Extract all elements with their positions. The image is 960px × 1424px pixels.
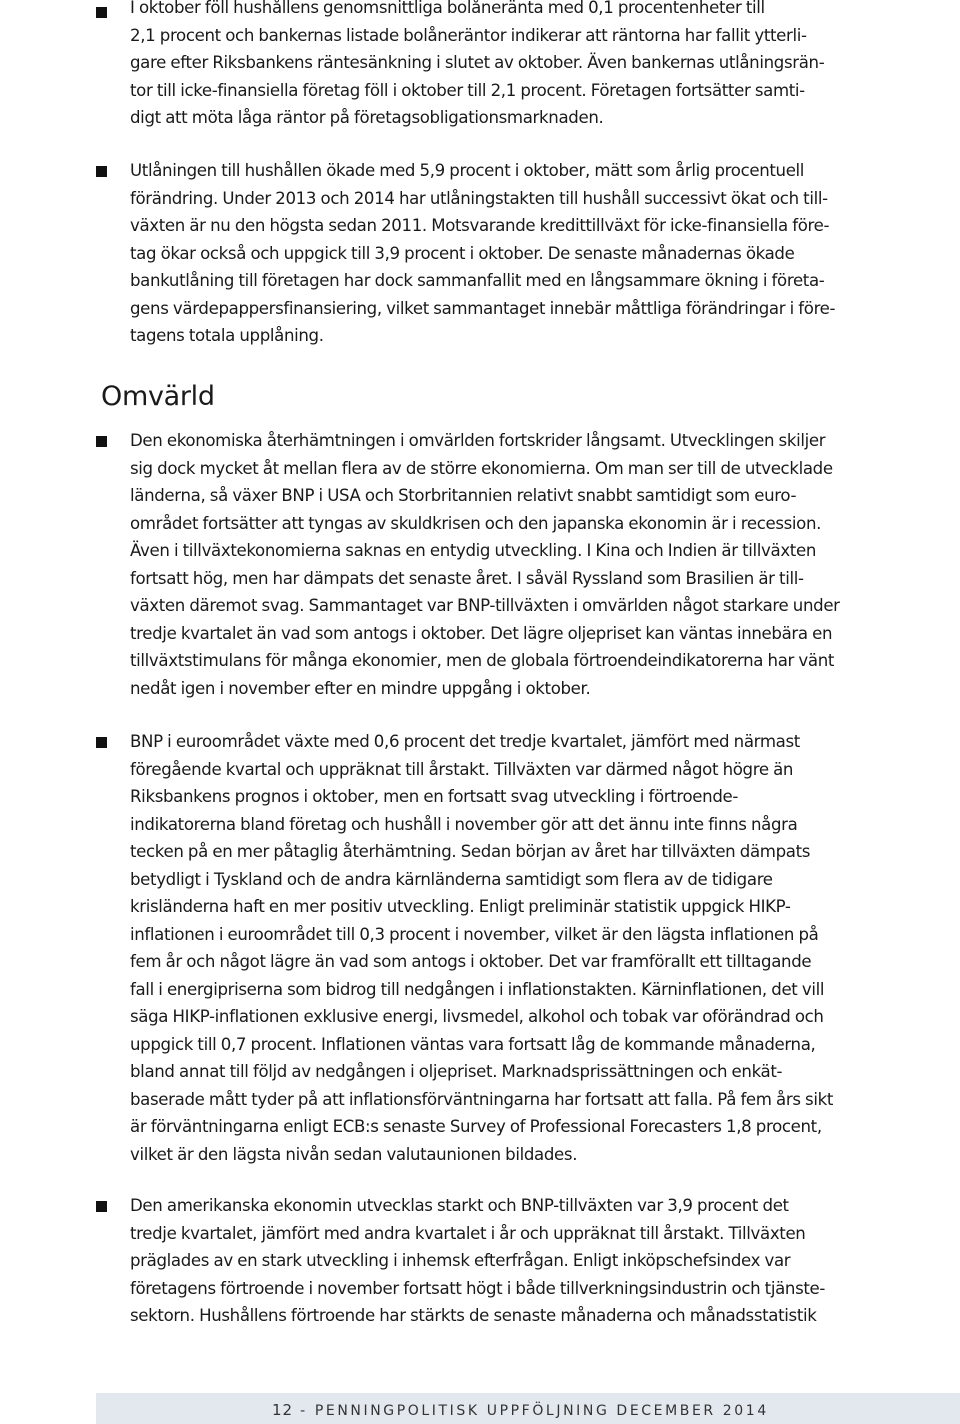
text-line: gare efter Riksbankens räntesänkning i slutet av oktober. Även bankernas utlåningsrän- xyxy=(130,53,825,72)
bullet-square-icon xyxy=(96,7,107,18)
text-line: länderna, så växer BNP i USA och Storbritannien relativt snabbt samtidigt som euro- xyxy=(130,486,797,505)
text-line: präglades av en stark utveckling i inhemsk efterfrågan. Enligt inköpschefsindex var xyxy=(130,1251,791,1270)
text-line: betydligt i Tyskland och de andra kärnländerna samtidigt som flera av de tidigare xyxy=(130,869,773,889)
bullet-text xyxy=(130,0,866,132)
text-line: området fortsätter att tyngas av skuldkrisen och den japanska ekonomin är i recession. xyxy=(130,513,822,533)
text-line: är förväntningarna enligt ECB:s senaste Survey of Professional Forecasters 1,8 procent, xyxy=(130,1117,822,1136)
text-line: tor till icke-finansiella företag föll i oktober till 2,1 procent. Företagen fortsätter samti- xyxy=(130,80,805,100)
page-number: 12 xyxy=(272,1401,294,1419)
text-line: tillväxtstimulans för många ekonomier, men de globala förtroendeindikatorerna har vänt xyxy=(130,651,835,670)
text-line: Den ekonomiska återhämtningen i omvärlden fortskrider långsamt. Utvecklingen skiljer xyxy=(130,431,826,450)
bullet-square-icon xyxy=(96,1201,107,1212)
text-line: sektorn. Hushållens förtroende har stärkts de senaste månaderna och månadsstatistik xyxy=(130,1306,817,1325)
bullet-text xyxy=(130,728,866,1168)
text-line: bankutlåning till företagen har dock sammanfallit med en långsammare ökning i företa- xyxy=(130,271,825,290)
bullet-text xyxy=(130,427,866,702)
text-line: fall i energipriserna som bidrog till nedgången i inflationstakten. Kärninflationen, det vill xyxy=(130,979,825,999)
bullet-text xyxy=(130,1192,866,1330)
publication-title: PENNINGPOLITISK UPPFÖLJNING DECEMBER 2014 xyxy=(314,1403,769,1419)
text-line: tecken på en mer påtaglig återhämtning. Sedan början av året har tillväxten dämpats xyxy=(130,842,811,861)
text-line: indikatorerna bland företag och hushåll i november gör att det ännu inte finns några xyxy=(130,814,798,834)
text-line: Även i tillväxtekonomierna saknas en entydig utveckling. I Kina och Indien är tillväxten xyxy=(130,541,816,560)
text-line: växten är nu den högsta sedan 2011. Motsvarande kredittillväxt för icke-finansiella före- xyxy=(130,216,830,235)
page-footer xyxy=(272,1400,769,1421)
bullet-paragraph xyxy=(96,427,866,702)
bullet-paragraph xyxy=(96,1192,866,1330)
text-line: företagens förtroende i november fortsatt högt i både tillverkningsindustrin och tjänste- xyxy=(130,1278,826,1298)
text-line: sig dock mycket åt mellan flera av de större ekonomierna. Om man ser till de utvecklade xyxy=(130,458,833,478)
text-line: säga HIKP-inflationen exklusive energi, livsmedel, alkohol och tobak var oförändrad och xyxy=(130,1007,824,1026)
text-line: föregående kvartal och uppräknat till årstakt. Tillväxten var därmed något högre än xyxy=(130,759,794,779)
text-line: tredje kvartalet, jämfört med andra kvartalet i år och uppräknat till årstakt. Tillväxten xyxy=(130,1223,806,1243)
text-line: 2,1 procent och bankernas listade bolåneräntor indikerar att räntorna har fallit ytterli- xyxy=(130,25,807,45)
text-line: förändring. Under 2013 och 2014 har utlåningstakten till hushåll successivt ökat och till- xyxy=(130,188,828,208)
text-line: inflationen i euroområdet till 0,3 procent i november, vilket är den lägsta inflationen på xyxy=(130,924,819,944)
bullet-square-icon xyxy=(96,166,107,177)
bullet-text xyxy=(130,157,866,350)
text-line: fem år och något lägre än vad som antogs i oktober. Det var framförallt ett tilltagande xyxy=(130,952,812,971)
text-line: fortsatt hög, men har dämpats det senaste året. I såväl Ryssland som Brasilien är till- xyxy=(130,568,804,588)
text-line: tagens totala upplåning. xyxy=(130,326,324,345)
text-line: Den amerikanska ekonomin utvecklas starkt och BNP-tillväxten var 3,9 procent det xyxy=(130,1196,789,1215)
bullet-paragraph xyxy=(96,728,866,1168)
text-line: gens värdepappersfinansiering, vilket sammantaget innebär måttliga förändringar i före- xyxy=(130,298,836,318)
text-line: uppgick till 0,7 procent. Inflationen väntas vara fortsatt låg de kommande månaderna, xyxy=(130,1034,816,1054)
text-line: tredje kvartalet än vad som antogs i oktober. Det lägre oljepriset kan väntas innebära en xyxy=(130,623,833,643)
text-line: nedåt igen i november efter en mindre uppgång i oktober. xyxy=(130,678,591,698)
footer-separator: - xyxy=(293,1403,315,1419)
text-line: växten däremot svag. Sammantaget var BNP-tillväxten i omvärlden något starkare under xyxy=(130,596,840,615)
text-line: krisländerna haft en mer positiv utveckling. Enligt preliminär statistik uppgick HIKP- xyxy=(130,897,791,916)
text-line: Riksbankens prognos i oktober, men en fortsatt svag utveckling i förtroende- xyxy=(130,787,738,806)
bullet-paragraph xyxy=(96,0,866,132)
bullet-square-icon xyxy=(96,737,107,748)
text-line: Utlåningen till hushållen ökade med 5,9 procent i oktober, mätt som årlig procentuell xyxy=(130,161,805,180)
text-line: vilket är den lägsta nivån sedan valutaunionen bildades. xyxy=(130,1144,578,1164)
section-heading: Omvärld xyxy=(101,381,215,412)
text-line: I oktober föll hushållens genomsnittliga bolåneränta med 0,1 procentenheter till xyxy=(130,0,765,17)
text-line: digt att möta låga räntor på företagsobligationsmarknaden. xyxy=(130,108,604,127)
text-line: BNP i euroområdet växte med 0,6 procent det tredje kvartalet, jämfört med närmast xyxy=(130,732,800,751)
text-line: baserade mått tyder på att inflationsförväntningarna har fortsatt att falla. På fem års sikt xyxy=(130,1089,834,1109)
bullet-paragraph xyxy=(96,157,866,350)
text-line: bland annat till följd av nedgången i oljepriset. Marknadsprissättningen och enkät- xyxy=(130,1062,783,1081)
text-line: tag ökar också och uppgick till 3,9 procent i oktober. De senaste månadernas ökade xyxy=(130,243,795,263)
bullet-square-icon xyxy=(96,436,107,447)
